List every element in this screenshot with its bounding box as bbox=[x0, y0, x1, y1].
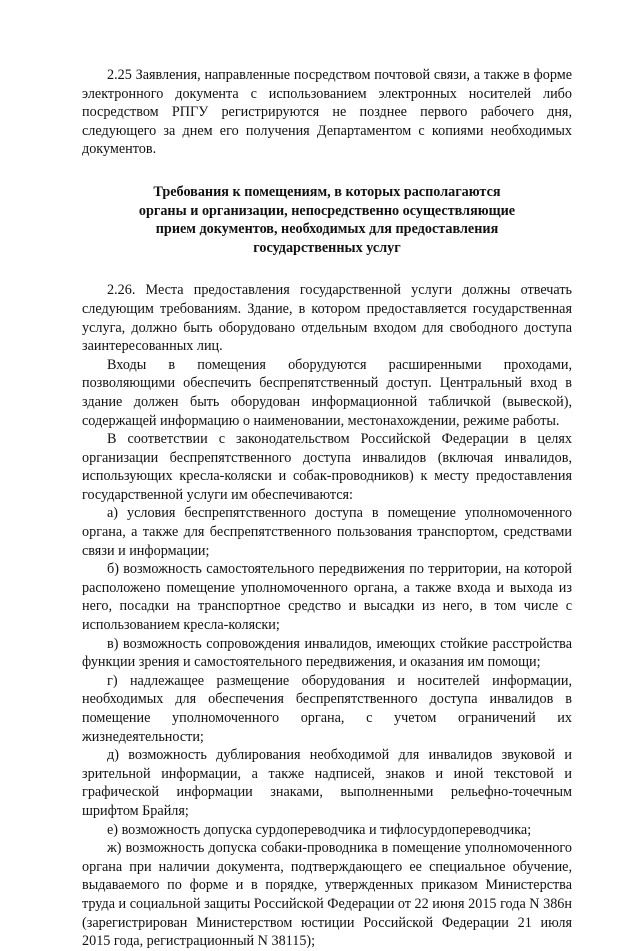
paragraph-2-26: 2.26. Места предоставления государственной услуги должны отвечать следующим требованиям. Здание, в котором предоставляется государственная услуга, должно быть оборудовано отдельным входом для свободного доступа заинтересованных лиц. bbox=[82, 282, 572, 355]
list-item-zh: ж) возможность допуска собаки-проводника в помещение уполномоченного органа при наличии документа, подтверждающего ее специальное обучение, выдаваемого по форме и в порядке, утвержденных приказом Министерства труда и социальной защиты Российской Федерации от 22 июня 2015 года N 386н (зарегистрирован Министерством юстиции Российской Федерации 21 июля 2015 года, регистрационный N 38115); bbox=[82, 840, 572, 950]
list-item-e: е) возможность допуска сурдопереводчика и тифлосурдопереводчика; bbox=[107, 821, 532, 838]
document-page bbox=[82, 66, 572, 951]
list-item-a: а) условия беспрепятственного доступа в помещение уполномоченного органа, а также для беспрепятственного пользования транспортом, средствами связи и информации; bbox=[82, 505, 572, 559]
paragraph-entrances: Входы в помещения оборудуются расширенными проходами, позволяющими обеспечить беспрепятственный доступ. Центральный вход в здание должен быть оборудован информационной табличкой (вывеской), содержащей информацию о наименовании, местонахождении, режиме работы. bbox=[82, 356, 572, 429]
paragraph-accessibility: В соответствии с законодательством Российской Федерации в целях организации беспрепятственного доступа инвалидов (включая инвалидов, использующих кресла-коляски и собак-проводников) к месту предоставления государственной услуги им обеспечиваются: bbox=[82, 431, 572, 503]
heading-line: органы и организации, непосредственно осуществляющие bbox=[138, 202, 516, 219]
list-item-d: д) возможность дублирования необходимой для инвалидов звуковой и зрительной информации, а также надписей, знаков и иной текстовой и графической информации знаками, выполненными рельефно-точечным шрифтом Брайля; bbox=[82, 747, 572, 819]
list-item-v: в) возможность сопровождения инвалидов, имеющих стойкие расстройства функции зрения и самостоятельного передвижения, и оказания им помощи; bbox=[82, 635, 572, 671]
list-item-g: г) надлежащее размещение оборудования и носителей информации, необходимых для обеспечения беспрепятственного доступа инвалидов в помещение уполномоченного органа, с учетом ограничений их жизнедеятельности; bbox=[82, 672, 572, 745]
heading-line: Требования к помещениям, в которых располагаются bbox=[153, 183, 501, 200]
paragraph-2-25: 2.25 Заявления, направленные посредством почтовой связи, а также в форме электронного документа с использованием электронных носителей либо посредством РПГУ регистрируются не позднее первого рабочего дня, следующего за днем его получения Департаментом с копиями необходимых документов. bbox=[82, 67, 572, 158]
section-heading bbox=[82, 183, 572, 257]
list-item-b: б) возможность самостоятельного передвижения по территории, на которой расположено помещение уполномоченного органа, а также входа и выхода из него, посадки на транспортное средство и высадки из него, в том числе с использованием кресла-коляски; bbox=[82, 561, 572, 634]
heading-line: прием документов, необходимых для предоставления bbox=[155, 221, 499, 238]
heading-line: государственных услуг bbox=[253, 239, 401, 256]
